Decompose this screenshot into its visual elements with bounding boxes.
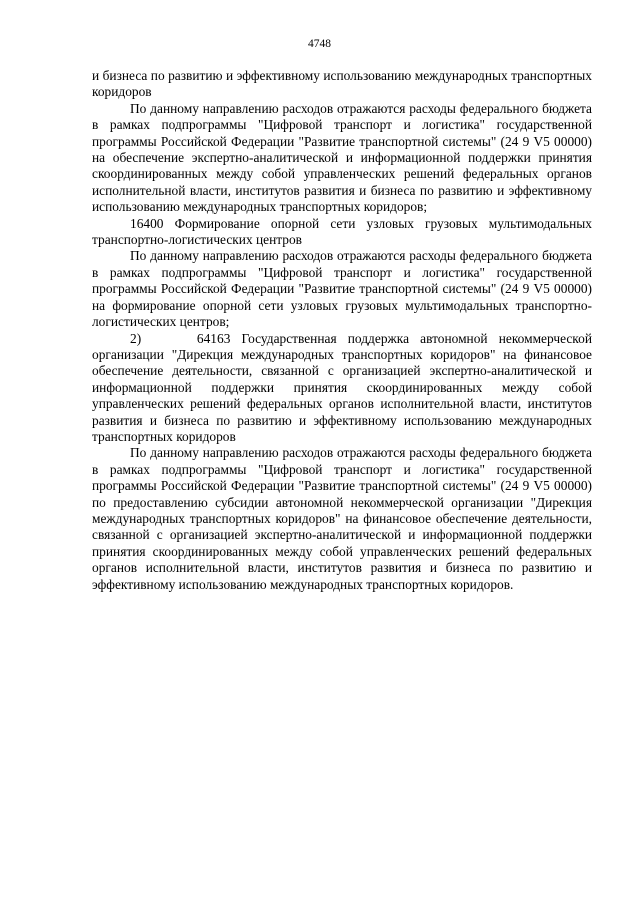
paragraph-expense-description: По данному направлению расходов отражаются расходы федерального бюджета в рамках подпрограммы "Цифровой транспорт и логистика" государственной программы Российской Федерации "Развитие транспортной системы" (24 9 V5 00000) на формирование опорной сети узловых грузовых мультимодальных транспортно-логистических центров;	[92, 248, 592, 330]
paragraph-expense-description: По данному направлению расходов отражаются расходы федерального бюджета в рамках подпрограммы "Цифровой транспорт и логистика" государственной программы Российской Федерации "Развитие транспортной системы" (24 9 V5 00000) по предоставлению субсидии автономной некоммерческой организации "Дирекция международных транспортных коридоров" на финансовое обеспечение деятельности, связанной с организацией экспертно-аналитической и информационной поддержки принятия скоординированных между собой управленческих решений федеральных органов исполнительной власти, институтов развития и бизнеса по развитию и эффективному использованию международных транспортных коридоров.	[92, 445, 592, 592]
document-body	[92, 68, 596, 593]
paragraph-expense-description: По данному направлению расходов отражаются расходы федерального бюджета в рамках подпрограммы "Цифровой транспорт и логистика" государственной программы Российской Федерации "Развитие транспортной системы" (24 9 V5 00000) на обеспечение экспертно-аналитической и информационной поддержки принятия скоординированных между собой управленческих решений федеральных органов исполнительной власти, институтов развития и бизнеса по развитию и эффективному использованию международных транспортных коридоров;	[92, 100, 592, 215]
paragraph-expense-code-16400: 16400 Формирование опорной сети узловых грузовых мультимодальных транспортно-логистических центров	[92, 215, 592, 248]
page-number: 4748	[308, 38, 331, 50]
paragraph-continuation: и бизнеса по развитию и эффективному использованию международных транспортных коридоров	[92, 68, 592, 100]
paragraph-list-item-2: 2) 64163 Государственная поддержка автономной некоммерческой организации "Дирекция международных транспортных коридоров" на финансовое обеспечение деятельности, связанной с организацией экспертно-аналитической и информационной поддержки принятия скоординированных между собой управленческих решений федеральных органов исполнительной власти, институтов развития и бизнеса по развитию и эффективному использованию международных транспортных коридоров	[92, 330, 596, 444]
